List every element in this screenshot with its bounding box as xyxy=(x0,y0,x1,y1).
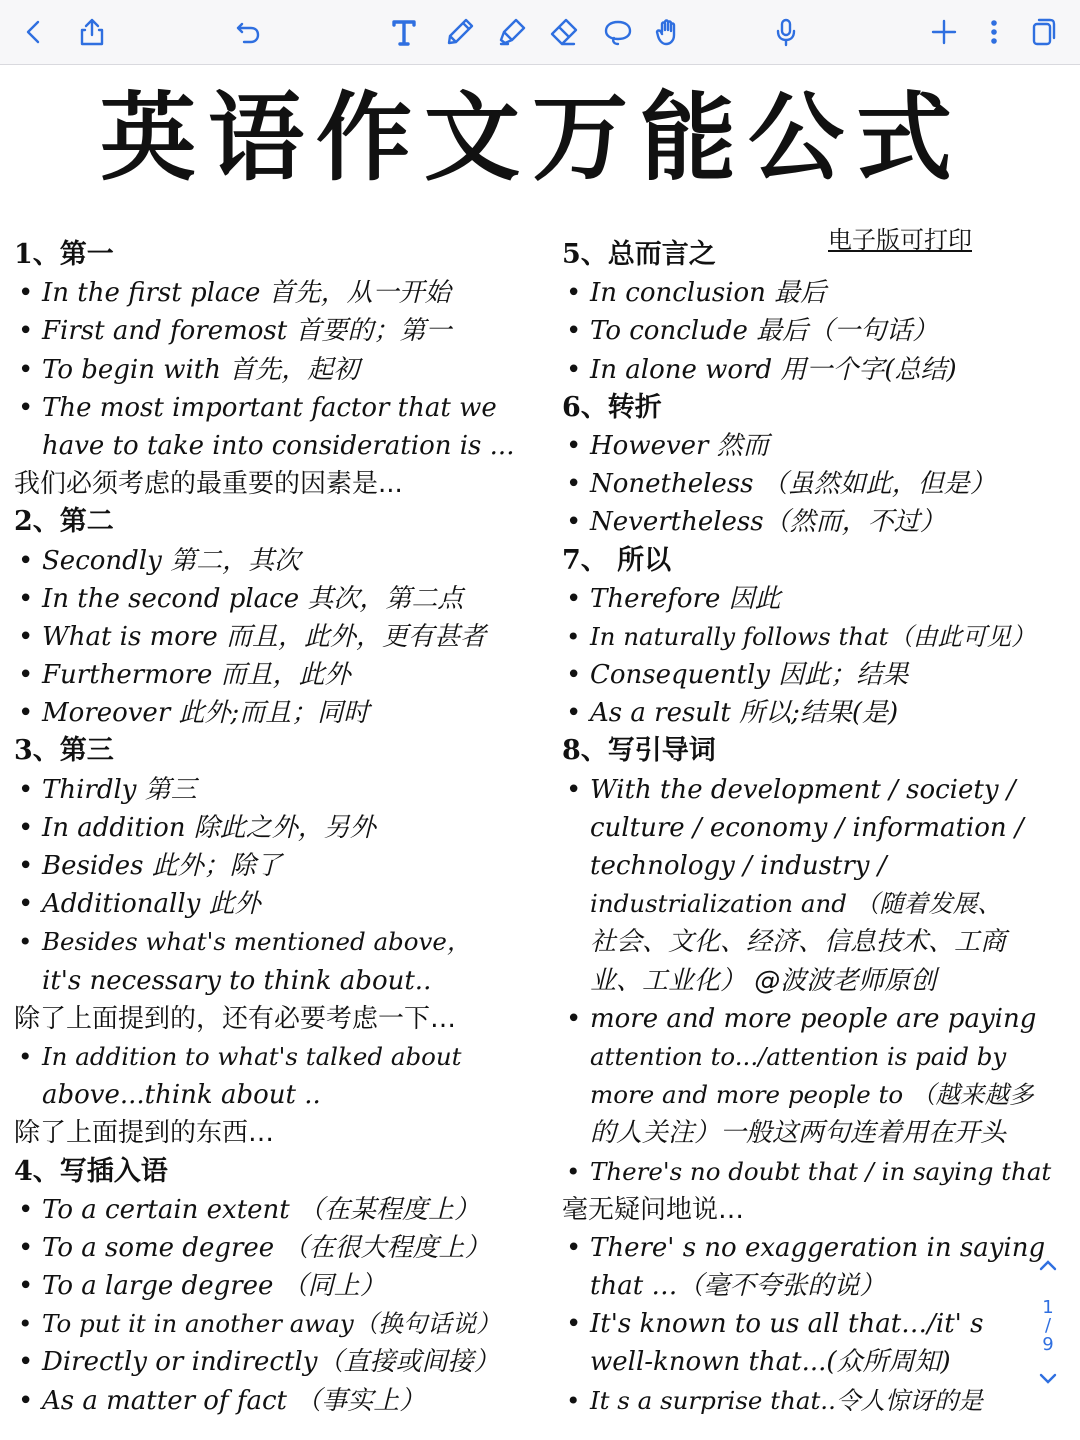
list-item-continued: 的人关注）一般这两句连着用在开头 xyxy=(590,1118,1007,1149)
list-item-continued: well-known that...(众所周知) xyxy=(590,1347,951,1378)
text-tool-icon[interactable] xyxy=(384,12,424,52)
translation-line: 毫无疑问地说… xyxy=(562,1194,745,1225)
list-item: • To put it in another away（换句话说） xyxy=(14,1305,544,1343)
list-item: • In conclusion 最后 xyxy=(562,274,1078,312)
list-item-continued: it's necessary to think about.. xyxy=(42,965,432,996)
toolbar xyxy=(0,0,1080,65)
pen-icon[interactable] xyxy=(440,12,480,52)
section-heading: 6、转折 xyxy=(562,391,662,423)
list-item: • Besides 此外；除了 xyxy=(14,847,544,885)
list-item: • In alone word 用一个字(总结) xyxy=(562,351,1078,389)
list-item: • There' s no exaggeration in saying xyxy=(562,1229,1078,1267)
list-item: • As a result 所以;结果(是) xyxy=(562,694,1078,732)
list-item: • Thirdly 第三 xyxy=(14,771,544,809)
eraser-icon[interactable] xyxy=(544,12,584,52)
list-item: • Additionally 此外 xyxy=(14,885,544,923)
page-title: 英语作文万能公式 xyxy=(100,81,964,194)
list-item: • To conclude 最后（一句话） xyxy=(562,312,1078,350)
highlighter-icon[interactable] xyxy=(492,12,532,52)
list-item-continued: have to take into consideration is ... xyxy=(42,430,515,461)
list-item: • With the development / society / xyxy=(562,771,1078,809)
section-heading: 1、第一 xyxy=(14,239,114,270)
right-column xyxy=(562,236,1078,1420)
printable-note: 电子版可打印 xyxy=(828,226,972,254)
share-icon[interactable] xyxy=(72,12,112,52)
list-item-continued: industrialization and （随着发展、 xyxy=(590,889,1002,919)
microphone-icon[interactable] xyxy=(766,12,806,52)
translation-line: 我们必须考虑的最重要的因素是... xyxy=(14,469,403,500)
translation-line: 除了上面提到的，还有必要考虑一下… xyxy=(14,1003,457,1034)
list-item-continued: technology / industry / xyxy=(590,851,887,881)
list-item: • First and foremost 首要的；第一 xyxy=(14,312,544,350)
chevron-up-icon[interactable] xyxy=(1037,1255,1059,1277)
section-heading: 3、第三 xyxy=(14,735,114,767)
list-item: • However 然而 xyxy=(562,427,1078,465)
back-icon[interactable] xyxy=(14,12,54,52)
list-item: • To a certain extent （在某程度上） xyxy=(14,1191,544,1229)
list-item: • There's no doubt that / in saying that xyxy=(562,1153,1078,1191)
section-heading: 7、 所以 xyxy=(562,544,672,576)
list-item: • Nonetheless （虽然如此，但是） xyxy=(562,465,1078,503)
list-item: • Moreover 此外;而且；同时 xyxy=(14,694,544,732)
list-item: • To a large degree （同上） xyxy=(14,1267,544,1305)
section-heading: 4、写插入语 xyxy=(14,1155,168,1187)
total-pages: 9 xyxy=(1042,1334,1054,1355)
list-item: • Therefore 因此 xyxy=(562,580,1078,618)
list-item-continued: culture / economy / information / xyxy=(590,812,1024,843)
list-item: • As a matter of fact （事实上） xyxy=(14,1382,544,1420)
list-item-continued: attention to.../attention is paid by xyxy=(590,1041,1007,1071)
more-icon[interactable] xyxy=(974,12,1014,52)
add-icon[interactable] xyxy=(924,12,964,52)
list-item: • To a some degree （在很大程度上） xyxy=(14,1229,544,1267)
list-item: • In the first place 首先，从一开始 xyxy=(14,274,544,312)
list-item: • more and more people are paying xyxy=(562,1000,1078,1038)
list-item-continued: above...think about .. xyxy=(42,1080,321,1111)
list-item: • Consequently 因此；结果 xyxy=(562,656,1078,694)
list-item: • In addition 除此之外，另外 xyxy=(14,809,544,847)
list-item: • It s a surprise that..令人惊讶的是 xyxy=(562,1382,1078,1420)
pages-icon[interactable] xyxy=(1024,12,1064,52)
list-item: • The most important factor that we xyxy=(14,389,544,427)
chevron-down-icon[interactable] xyxy=(1037,1367,1059,1389)
list-item: • Furthermore 而且，此外 xyxy=(14,656,544,694)
list-item: • In naturally follows that（由此可见） xyxy=(562,618,1078,656)
list-item-continued: 业、工业化） @波波老师原创 xyxy=(590,965,937,996)
list-item: • In the second place 其次，第二点 xyxy=(14,580,544,618)
list-item: • What is more 而且，此外，更有甚者 xyxy=(14,618,544,656)
section-heading: 2、第二 xyxy=(14,506,114,538)
list-item: • To begin with 首先，起初 xyxy=(14,351,544,389)
list-item: • Secondly 第二，其次 xyxy=(14,542,544,580)
left-column xyxy=(14,236,544,1420)
section-heading: 5、总而言之 xyxy=(562,239,716,270)
translation-line: 除了上面提到的东西… xyxy=(14,1118,275,1149)
current-page: 1 xyxy=(1042,1297,1054,1318)
list-item: • Directly or indirectly（直接或间接） xyxy=(14,1343,544,1381)
hand-icon[interactable] xyxy=(648,12,688,52)
lasso-icon[interactable] xyxy=(598,12,638,52)
page-separator: / xyxy=(1044,1315,1052,1336)
page-indicator xyxy=(1030,1255,1066,1425)
list-item: • It's known to us all that…/it' s xyxy=(562,1305,1078,1343)
undo-icon[interactable] xyxy=(228,12,268,52)
list-item-continued: more and more people to （越来越多 xyxy=(590,1080,1034,1110)
list-item: • Besides what's mentioned above， xyxy=(14,923,544,961)
section-heading: 8、写引导词 xyxy=(562,735,716,767)
list-item: • Nevertheless（然而，不过） xyxy=(562,503,1078,541)
list-item-continued: that …（毫不夸张的说） xyxy=(590,1271,886,1302)
list-item-continued: 社会、文化、经济、信息技术、工商 xyxy=(590,927,1007,958)
list-item: • In addition to what's talked about xyxy=(14,1038,544,1076)
